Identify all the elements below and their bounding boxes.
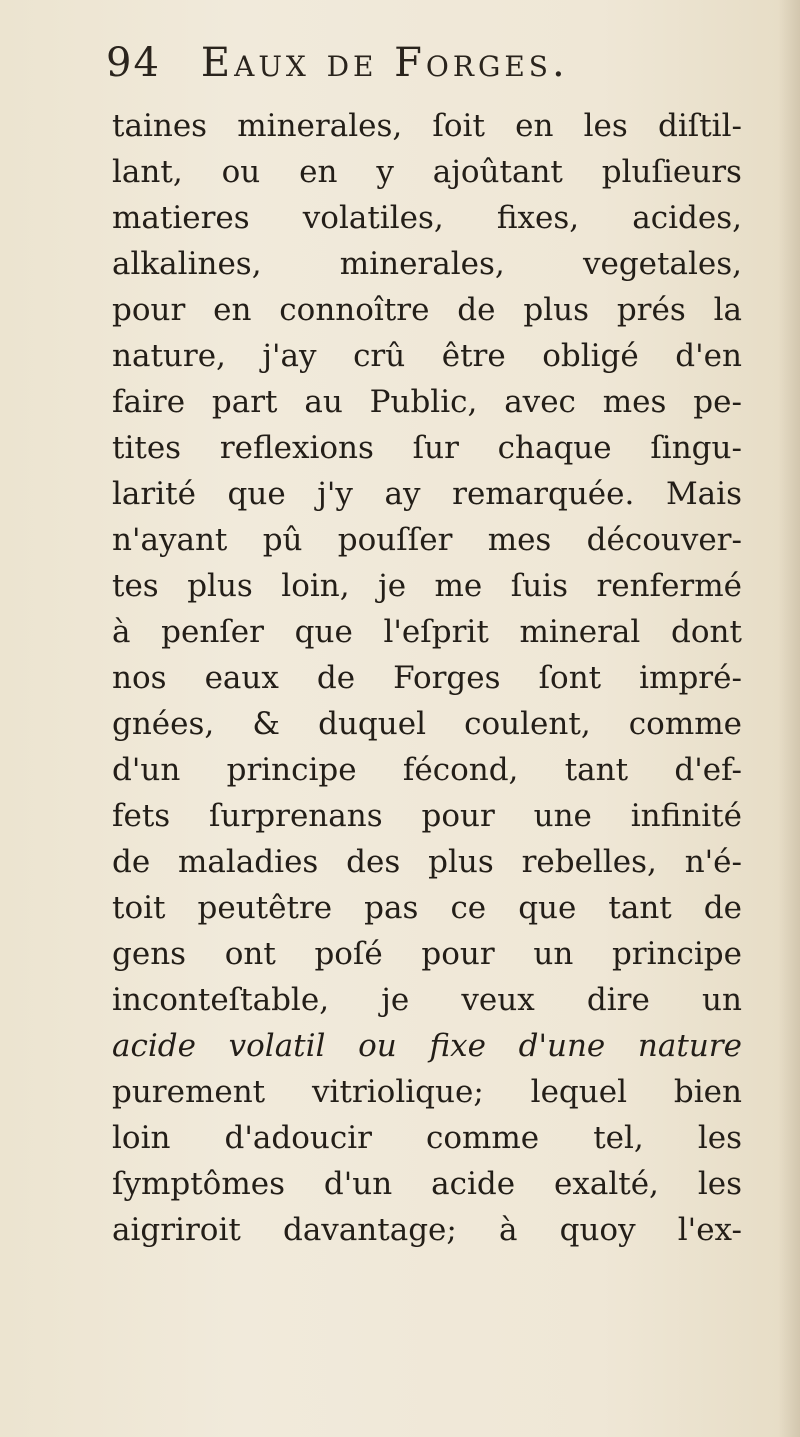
word: d'une [518,1028,606,1064]
text-line [112,195,742,241]
text-line [112,885,742,931]
word: taines [112,108,208,144]
word: plus [523,292,589,328]
word: de [457,292,496,328]
word: ſur [412,430,459,466]
word: nature [637,1028,742,1064]
word: mes [487,522,552,558]
text-line [112,379,742,425]
word: inconteſtable, [112,982,330,1018]
word: l'eſprit [383,614,489,650]
text-line [112,609,742,655]
text-line [112,563,742,609]
word: plus [187,568,253,604]
word: pas [364,890,419,926]
word: fécond, [402,752,519,788]
word: gens [112,936,187,972]
word: de [112,844,151,880]
word: au [304,384,343,420]
word: Forges [393,660,501,696]
word: alkalines, [112,246,262,282]
word: bien [673,1074,742,1110]
text-body [112,103,742,1253]
word: j'y [317,476,353,512]
word: dont [671,614,742,650]
word: tant [564,752,629,788]
word: Public, [369,384,478,420]
word: diſtil- [657,108,742,144]
word: maladies [178,844,319,880]
word: poſé [314,936,383,972]
word: larité [112,476,196,512]
word: lant, [112,154,183,190]
word: d'un [323,1166,393,1202]
word: volatiles, [302,200,444,236]
word: avec [504,384,576,420]
word: pour [421,798,495,834]
word: connoître [279,292,430,328]
word: fixes, [496,200,580,236]
word: davantage; [282,1212,457,1248]
word: loin, [281,568,350,604]
text-line [112,333,742,379]
word: plus [428,844,494,880]
word: les [697,1166,742,1202]
word: ſuis [510,568,568,604]
text-line [112,977,742,1023]
word: une [533,798,592,834]
text-line [112,701,742,747]
word: peutêtre [197,890,333,926]
word: ſymptômes [112,1166,285,1202]
word: coulent, [464,706,591,742]
word: que [294,614,353,650]
word: minerales, [237,108,403,144]
word: comme [425,1120,540,1156]
word: d'adoucir [224,1120,372,1156]
word: gnées, [112,706,215,742]
word: minerales, [339,246,505,282]
word: me [434,568,483,604]
word: des [346,844,401,880]
word: rebelles, [521,844,657,880]
word: à [499,1212,518,1248]
word: obligé [542,338,639,374]
word: acide [431,1166,516,1202]
word: quoy [559,1212,636,1248]
word: Mais [665,476,742,512]
word: y [376,154,394,190]
word: pouſſer [337,522,453,558]
text-line [112,1115,742,1161]
word: nature, [112,338,226,374]
word: je [378,568,407,604]
word: en [515,108,554,144]
text-line [112,931,742,977]
word: ſurprenans [209,798,383,834]
word: crû [353,338,406,374]
text-line [112,655,742,701]
word: tant [608,890,672,926]
word: pour [421,936,495,972]
word: mineral [519,614,641,650]
word: n'ayant [112,522,228,558]
word: d'un [112,752,181,788]
word: un [533,936,574,972]
word: acide [112,1028,196,1064]
word: ay [384,476,421,512]
word: matieres [112,200,250,236]
word: ou [221,154,261,190]
word: exalté, [554,1166,659,1202]
word: & [252,706,280,742]
word: pour [112,292,186,328]
word: loin [112,1120,171,1156]
text-line [112,103,742,149]
running-title: Eaux de Forges. [200,40,569,86]
word: ou [358,1028,397,1064]
word: la [713,292,742,328]
word: d'en [675,338,742,374]
word: penſer [161,614,264,650]
word: vitriolique; [312,1074,484,1110]
word: un [702,982,742,1018]
word: en [213,292,252,328]
word: toit [112,890,166,926]
word: purement [112,1074,266,1110]
word: de [703,890,742,926]
word: duquel [318,706,427,742]
word: part [211,384,278,420]
word: en [299,154,338,190]
word: les [697,1120,742,1156]
text-line [112,241,742,287]
word: je [381,982,410,1018]
word: ſont [538,660,602,696]
word: pe- [693,384,742,420]
word: ont [224,936,276,972]
page-edge-shadow [778,0,800,1437]
word: faire [112,384,186,420]
word: à [112,614,131,650]
text-line [112,287,742,333]
text-line [112,517,742,563]
page-number: 94 [106,40,161,86]
word: pû [262,522,303,558]
word: volatil [228,1028,326,1064]
word: fixe [429,1028,486,1064]
word: principe [611,936,742,972]
word: pluſieurs [601,154,742,190]
word: tel, [593,1120,644,1156]
word: veux [461,982,535,1018]
text-line [112,1023,742,1069]
text-line [112,471,742,517]
word: mes [602,384,667,420]
word: chaque [497,430,612,466]
text-line [112,1069,742,1115]
word: de [316,660,356,696]
word: être [441,338,506,374]
word: lequel [530,1074,628,1110]
word: que [518,890,577,926]
word: aigriroit [112,1212,241,1248]
text-line [112,1161,742,1207]
word: renfermé [596,568,742,604]
word: tites [112,430,182,466]
word: découver- [586,522,742,558]
word: principe [226,752,357,788]
word: remarquée. [452,476,635,512]
word: tes [112,568,159,604]
word: vegetales, [582,246,742,282]
word: les [583,108,628,144]
text-line [112,793,742,839]
word: infinité [630,798,742,834]
text-line [112,747,742,793]
word: l'ex- [677,1212,742,1248]
word: nos [112,660,167,696]
word: d'ef- [674,752,742,788]
word: j'ay [262,338,317,374]
word: comme [628,706,742,742]
word: prés [616,292,686,328]
word: n'é- [684,844,742,880]
word: que [227,476,286,512]
word: fets [112,798,171,834]
word: ce [450,890,487,926]
word: ajoûtant [432,154,563,190]
word: acides, [632,200,742,236]
word: eaux [204,660,279,696]
word: ſingu- [650,430,742,466]
text-line [112,149,742,195]
running-head [106,40,746,102]
word: impré- [639,660,742,696]
word: dire [586,982,650,1018]
word: reflexions [219,430,374,466]
word: ſoit [432,108,485,144]
text-line [112,839,742,885]
text-line [112,425,742,471]
text-line [112,1207,742,1253]
